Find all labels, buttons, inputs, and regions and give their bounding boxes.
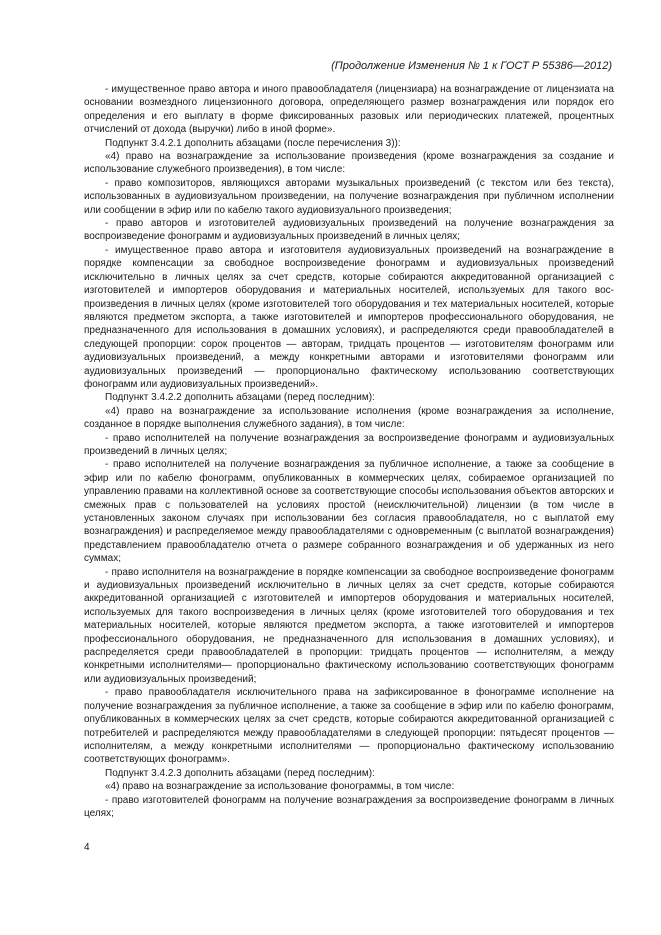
paragraph: «4) право на вознаграждение за использование произведения (кроме вознаграждения за создание и использование служебного произведения), в том числе:	[84, 151, 614, 176]
paragraph: «4) право на вознаграждение за использование исполнения (кроме вознаграждения за исполнение, созданное в порядке выполнения служебного задания), в том числе:	[84, 405, 614, 431]
paragraph: - право изготовителей фонограмм на получение вознаграждения за воспроизведение фонограмм в личных целях;	[84, 794, 614, 819]
paragraph: - право правообладателя исключительного права на зафиксированное в фонограмме исполнение на получение вознаграждения за публичное исполнение, а также за сообщение в эфир или по кабелю фонограмм, опубликованных в коммерческих целях за счет средств, которые собираются аккредитованной организацией с потребителей и распределяются между правообладателями в следующей пропорции: пятьдесят процентов — исполнителям, а между конкретными исполнителями — пропорционально фактическому использованию соответствующих фонограмм».	[84, 687, 614, 766]
paragraph: - право исполнителя на вознаграждение в порядке компенсации за свободное воспроизведение фонограмм и аудиовизуальных произведений исключительно в личных целях за счет средств, которые собираются аккредитованной организацией с изготовителей и импортеров оборудования и материальных носителей, используемых для такого воспроизведения в личных целях (кроме изготовителей того оборудования и тех материальных носителей, которые являются предметом экспорта, а также изготовителей и импортеров профессионального оборудования, не предназначенного для использования в домашних условиях), и распределяется среди правообладателей в пропорции: тридцать процентов — исполнителям, а между конкретными исполнителями— пропорционально фактическому использованию соответствующих фонограмм или аудиовизуальных произведений;	[84, 566, 614, 685]
paragraph: - право композиторов, являющихся авторами музыкальных произведений (с текстом или без текста), использованных в аудиовизуальном произведении, на получение вознаграждения при публичном исполнении или сообщении в эфир или по кабелю такого аудиовизуального произведения;	[84, 177, 614, 216]
paragraph: - право исполнителей на получение вознаграждения за воспроизведение фонограмм и аудиовизуальных произведений в личных целях;	[84, 432, 614, 457]
document-body	[84, 83, 614, 820]
paragraph: - имущественное право автора и иного правообладателя (лицензиара) на вознаграждение от лицензиата на основании возмездного лицензионного договора, определяющего размер вознаграждения или порядок его определения и его выплату в форме фиксированных разовых или периодических платежей, процентных отчислений от дохода (выручки) либо в иной форме».	[84, 84, 614, 136]
page-number: 4	[84, 842, 90, 853]
paragraph: - право авторов и изготовителей аудиовизуальных произведений на получение вознаграждения за воспроизведение фонограмм и аудиовизуальных произведений в личных целях;	[84, 218, 614, 243]
paragraph: Подпункт 3.4.2.3 дополнить абзацами (перед последним):	[105, 767, 375, 779]
paragraph: - право исполнителей на получение вознаграждения за публичное исполнение, а также за сообщение в эфир или по кабелю фонограмм, опубликованных в коммерческих целях, собираемое организацией по управлению правами на коллективной основе за соответствующие способы использования объектов авторских и смежных прав с пользователей на условиях простой (неисключительной) лицензии (в том числе в установленных законом случаях при использовании без согласия правообладателя, но с выплатой ему вознаграждения) и распределяемое между правообладателями с одновременным (с выплатой вознаграждения) представлением правообладателю отчета о размере собранного вознаграждения и об удержанных из него суммах;	[84, 459, 614, 565]
paragraph: «4) право на вознаграждение за использование фонограммы, в том числе:	[105, 781, 455, 793]
paragraph: Подпункт 3.4.2.1 дополнить абзацами (после перечисления 3)):	[105, 137, 401, 149]
paragraph: - имущественное право автора и изготовителя аудиовизуальных произведений на вознаграждение в порядке компенсации за свободное воспроизведение фонограмм и аудиовизуальных произведений исключительно в личных целях за счет средств, которые собираются аккредитованной организацией с изготовителей и импортеров оборудования и материальных носителей, используемых для такого воспроизведения в личных целях (кроме изготовителей того оборудования и тех материальных носителей, которые являются предметом экспорта, а также изготовителей и импортеров профессионального оборудования, не предназначенного для использования в домашних условиях), и распределяются среди правообладателей в следующей пропорции: сорок процентов — авторам, тридцать процентов — изготовителям фонограмм или аудиовизуальных произведений, а между конкретными авторами и изготовителями фонограмм или аудиовизуальных произведений — пропорционально фактическому использованию соответствующих фонограмм или аудиовизуальных произведений».	[84, 244, 614, 390]
amendment-header: (Продолжение Изменения № 1 к ГОСТ Р 55386—2012)	[331, 60, 612, 72]
paragraph: Подпункт 3.4.2.2 дополнить абзацами (перед последним):	[105, 392, 375, 404]
